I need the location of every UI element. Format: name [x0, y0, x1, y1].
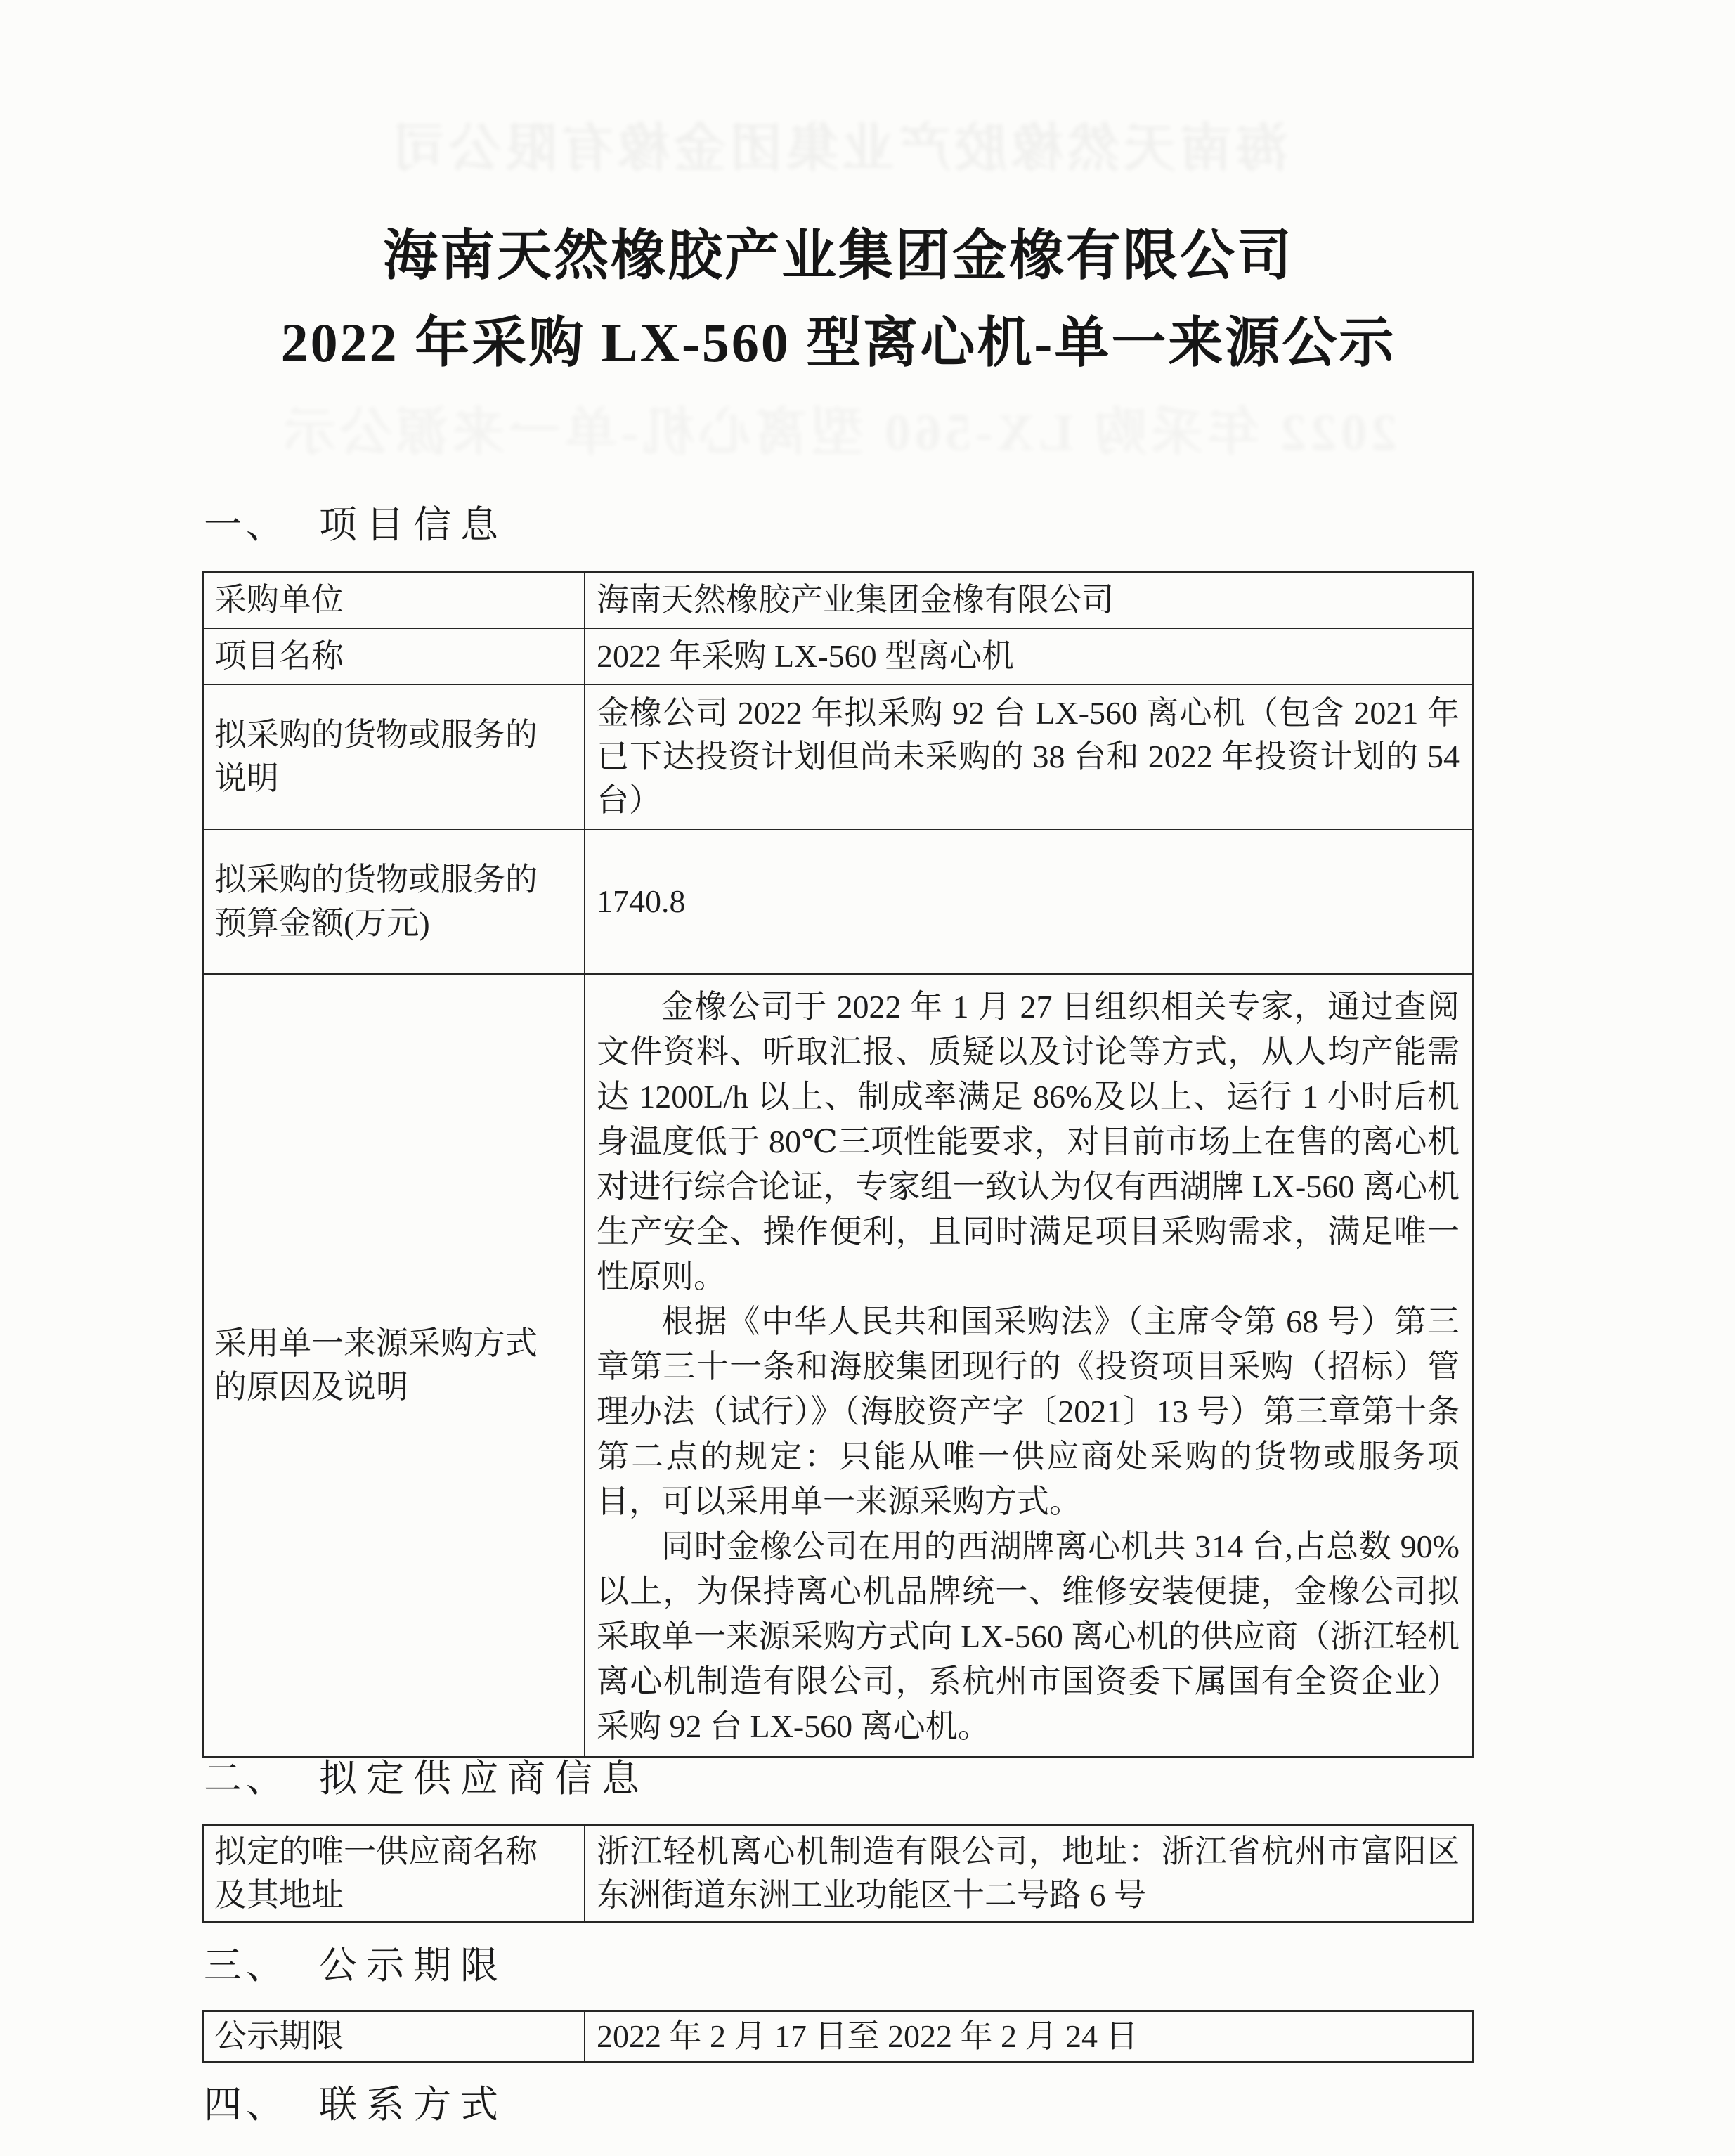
- section-3-number: 三、: [204, 1944, 288, 1987]
- section-heading-publicity-period: [204, 1942, 507, 1989]
- reason-paragraph-3: 同时金橡公司在用的西湖牌离心机共 314 台,占总数 90%以上，为保持离心机品牌统一、维修安装便捷，金橡公司拟采取单一来源采购方式向 LX-560 离心机的供应商（浙江轻机离心机制造有限公司，系杭州市国资委下属国有全资企业）采购 92 台 LX-560 离心机。: [597, 1528, 1460, 1744]
- label-project-name: 项目名称: [204, 628, 585, 684]
- document-content: [202, 0, 1474, 2156]
- section-3-title: 公示期限: [319, 1944, 507, 1987]
- value-single-source-reason: [585, 974, 1474, 1758]
- label-publicity-period: 公示期限: [204, 2011, 585, 2063]
- value-goods-description: 金橡公司 2022 年拟采购 92 台 LX-560 离心机（包含 2021 年已下达投资计划但尚未采购的 38 台和 2022 年投资计划的 54 台）: [585, 684, 1474, 829]
- value-purchasing-unit: 海南天然橡胶产业集团金橡有限公司: [585, 572, 1474, 629]
- value-project-name: 2022 年采购 LX-560 型离心机: [585, 628, 1474, 684]
- section-heading-contact-info: [204, 2082, 507, 2128]
- table-row-goods-description: [204, 684, 1474, 829]
- value-budget-amount: 1740.8: [585, 829, 1474, 974]
- section-1-number: 一、: [204, 504, 288, 546]
- table-row-supplier: [204, 1826, 1474, 1922]
- section-heading-proposed-supplier: [204, 1755, 649, 1802]
- label-purchasing-unit: 采购单位: [204, 572, 585, 629]
- table-row-purchasing-unit: [204, 572, 1474, 629]
- bleedthrough-ghost-title-2: [202, 391, 1474, 465]
- document-title-line-2: 2022 年采购 LX-560 型离心机-单一来源公示: [280, 312, 1396, 373]
- publicity-period-table: [202, 2010, 1474, 2063]
- table-row-single-source-reason: [204, 974, 1474, 1758]
- label-budget-amount: 拟采购的货物或服务的预算金额(万元): [204, 829, 585, 974]
- supplier-info-table: [202, 1824, 1474, 1923]
- value-publicity-period: 2022 年 2 月 17 日至 2022 年 2 月 24 日: [585, 2011, 1474, 2063]
- section-4-number: 四、: [204, 2084, 288, 2126]
- section-2-number: 二、: [204, 1758, 288, 1800]
- bleedthrough-ghost-title-1: 海南天然橡胶产业集团金橡有限公司: [389, 120, 1288, 178]
- table-row-budget-amount: [204, 829, 1474, 974]
- project-info-table: [202, 571, 1474, 1758]
- label-single-source-reason: 采用单一来源采购方式的原因及说明: [204, 974, 585, 1758]
- section-1-title: 项目信息: [319, 504, 507, 546]
- table-row-project-name: [204, 628, 1474, 684]
- label-supplier-name-address: 拟定的唯一供应商名称及其地址: [204, 1826, 585, 1922]
- section-4-title: 联系方式: [319, 2084, 507, 2126]
- value-supplier-name-address: 浙江轻机离心机制造有限公司，地址：浙江省杭州市富阳区东洲街道东洲工业功能区十二号路 6 号: [585, 1826, 1474, 1922]
- table-row-publicity-period: [204, 2011, 1474, 2063]
- label-goods-description: 拟采购的货物或服务的说明: [204, 684, 585, 829]
- reason-paragraph-2: 根据《中华人民共和国采购法》（主席令第 68 号）第三章第三十一条和海胶集团现行的《投资项目采购（招标）管理办法（试行）》（海胶资产字〔2021〕13 号）第三章第十条第二点的规定：只能从唯一供应商处采购的货物或服务项目，可以采用单一来源采购方式。: [597, 1304, 1460, 1519]
- section-2-title: 拟定供应商信息: [319, 1758, 649, 1800]
- section-heading-project-info: [204, 502, 507, 548]
- reason-paragraph-1: 金橡公司于 2022 年 1 月 27 日组织相关专家，通过查阅文件资料、听取汇报、质疑以及讨论等方式，从人均产能需达 1200L/h 以上、制成率满足 86%及以上、运行 1 小时后机身温度低于 80℃三项性能要求，对目前市场上在售的离心机对进行综合论证，专家组一致认为仅有西湖牌 LX-560 离心机生产安全、操作便利，且同时满足项目采购需求，满足唯一性原则。: [597, 989, 1460, 1294]
- document-title-line-1: 海南天然橡胶产业集团金橡有限公司: [382, 225, 1294, 286]
